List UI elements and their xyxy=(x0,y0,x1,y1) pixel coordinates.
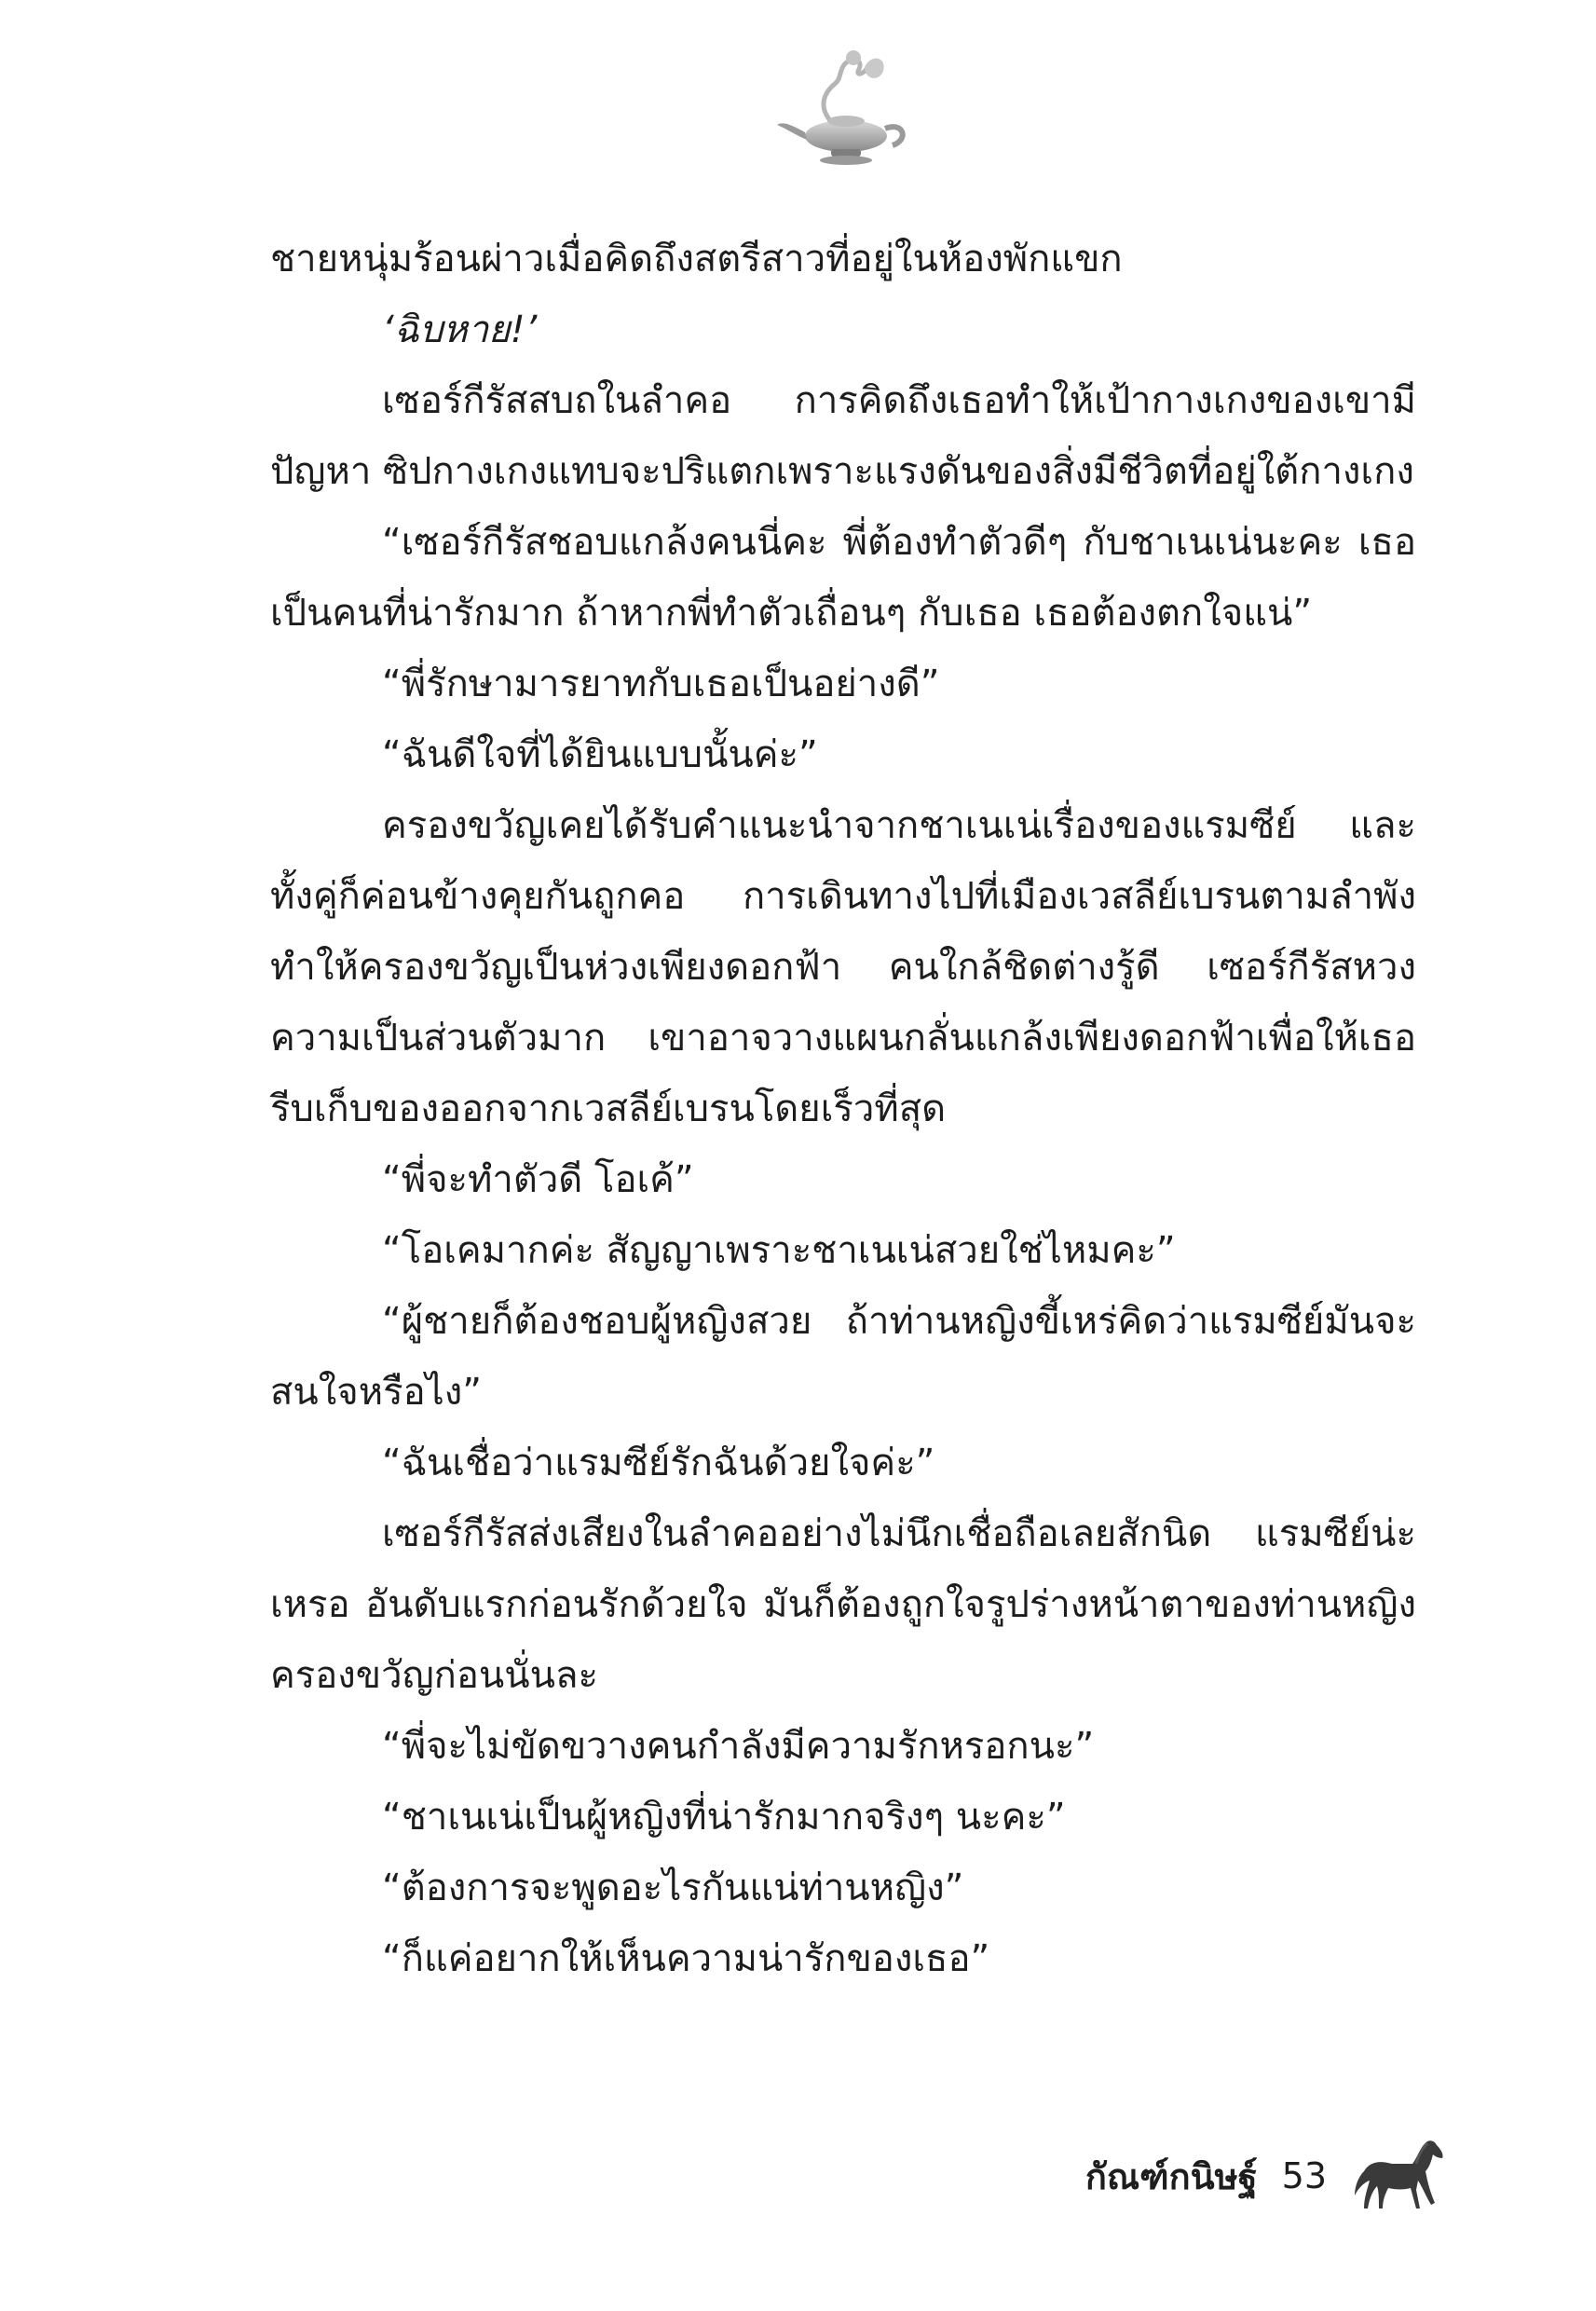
paragraph: “ฉันเชื่อว่าแรมซีย์รักฉันด้วยใจค่ะ” xyxy=(382,1442,935,1484)
paragraph: “พี่รักษามารยาทกับเธอเป็นอย่างดี” xyxy=(382,663,940,705)
page-footer xyxy=(1044,2134,1453,2218)
paragraph: “ผู้ชายก็ต้องชอบผู้หญิงสวย ถ้าท่านหญิงขี้เหร่คิดว่าแรมซีย์มันจะสนใจหรือไง” xyxy=(270,1300,1416,1414)
paragraph: ‘ฉิบหาย!’ xyxy=(382,308,538,351)
paragraph: “ฉันดีใจที่ได้ยินแบบนั้นค่ะ” xyxy=(382,733,818,776)
paragraph: เซอร์กีรัสส่งเสียงในลำคออย่างไม่นึกเชื่อถือเลยสักนิด แรมซีย์น่ะเหรอ อันดับแรกก่อนรักด้วยใจ มันก็ต้องถูกใจรูปร่างหน้าตาของท่านหญิงครองขวัญก่อนนั่นละ xyxy=(270,1512,1416,1697)
paragraph: “ก็แค่อยากให้เห็นความน่ารักของเธอ” xyxy=(382,1937,990,1980)
book-title: กัณฑ์กนิษฐ์ xyxy=(1084,2155,1258,2197)
paragraph: “ต้องการจะพูดอะไรกันแน่ท่านหญิง” xyxy=(382,1867,964,1909)
paragraph: “พี่จะทำตัวดี โอเค้” xyxy=(382,1158,694,1201)
paragraph: ครองขวัญเคยได้รับคำแนะนำจากชาเนเน่เรื่องของแรมซีย์ และทั้งคู่ก็ค่อนข้างคุยกันถูกคอ การเดินทางไปที่เมืองเวสลีย์เบรนตามลำพังทำให้ครองขวัญเป็นห่วงเพียงดอกฟ้า คนใกล้ชิดต่างรู้ดี เซอร์กีรัสหวงความเป็นส่วนตัวมาก เขาอาจวางแผนกลั่นแกล้งเพียงดอกฟ้าเพื่อให้เธอรีบเก็บของออกจากเวสลีย์เบรนโดยเร็วที่สุด xyxy=(270,804,1416,1130)
paragraph: “เซอร์กีรัสชอบแกล้งคนนี่คะ พี่ต้องทำตัวดีๆ กับชาเนเน่นะคะ เธอเป็นคนที่น่ารักมาก ถ้าหากพี่ทำตัวเถื่อนๆ กับเธอ เธอต้องตกใจแน่” xyxy=(270,521,1416,635)
paragraph: “พี่จะไม่ขัดขวางคนกำลังมีความรักหรอกนะ” xyxy=(382,1725,1095,1768)
page-number: 53 xyxy=(1281,2155,1327,2196)
horse-icon xyxy=(1351,2134,1453,2218)
page-body xyxy=(270,224,1416,1994)
paragraph: ชายหนุ่มร้อนผ่าวเมื่อคิดถึงสตรีสาวที่อยู่ในห้องพักแขก xyxy=(270,238,1123,280)
paragraph: เซอร์กีรัสสบถในลำคอ การคิดถึงเธอทำให้เป้ากางเกงของเขามีปัญหา ซิปกางเกงแทบจะปริแตกเพราะแรงดันของสิ่งมีชีวิตที่อยู่ใต้กางเกง xyxy=(270,379,1416,493)
paragraph: “ชาเนเน่เป็นผู้หญิงที่น่ารักมากจริงๆ นะคะ” xyxy=(382,1796,1066,1839)
genie-lamp-icon xyxy=(773,47,913,168)
paragraph: “โอเคมากค่ะ สัญญาเพราะชาเนเน่สวยใช่ไหมคะ” xyxy=(382,1229,1176,1272)
